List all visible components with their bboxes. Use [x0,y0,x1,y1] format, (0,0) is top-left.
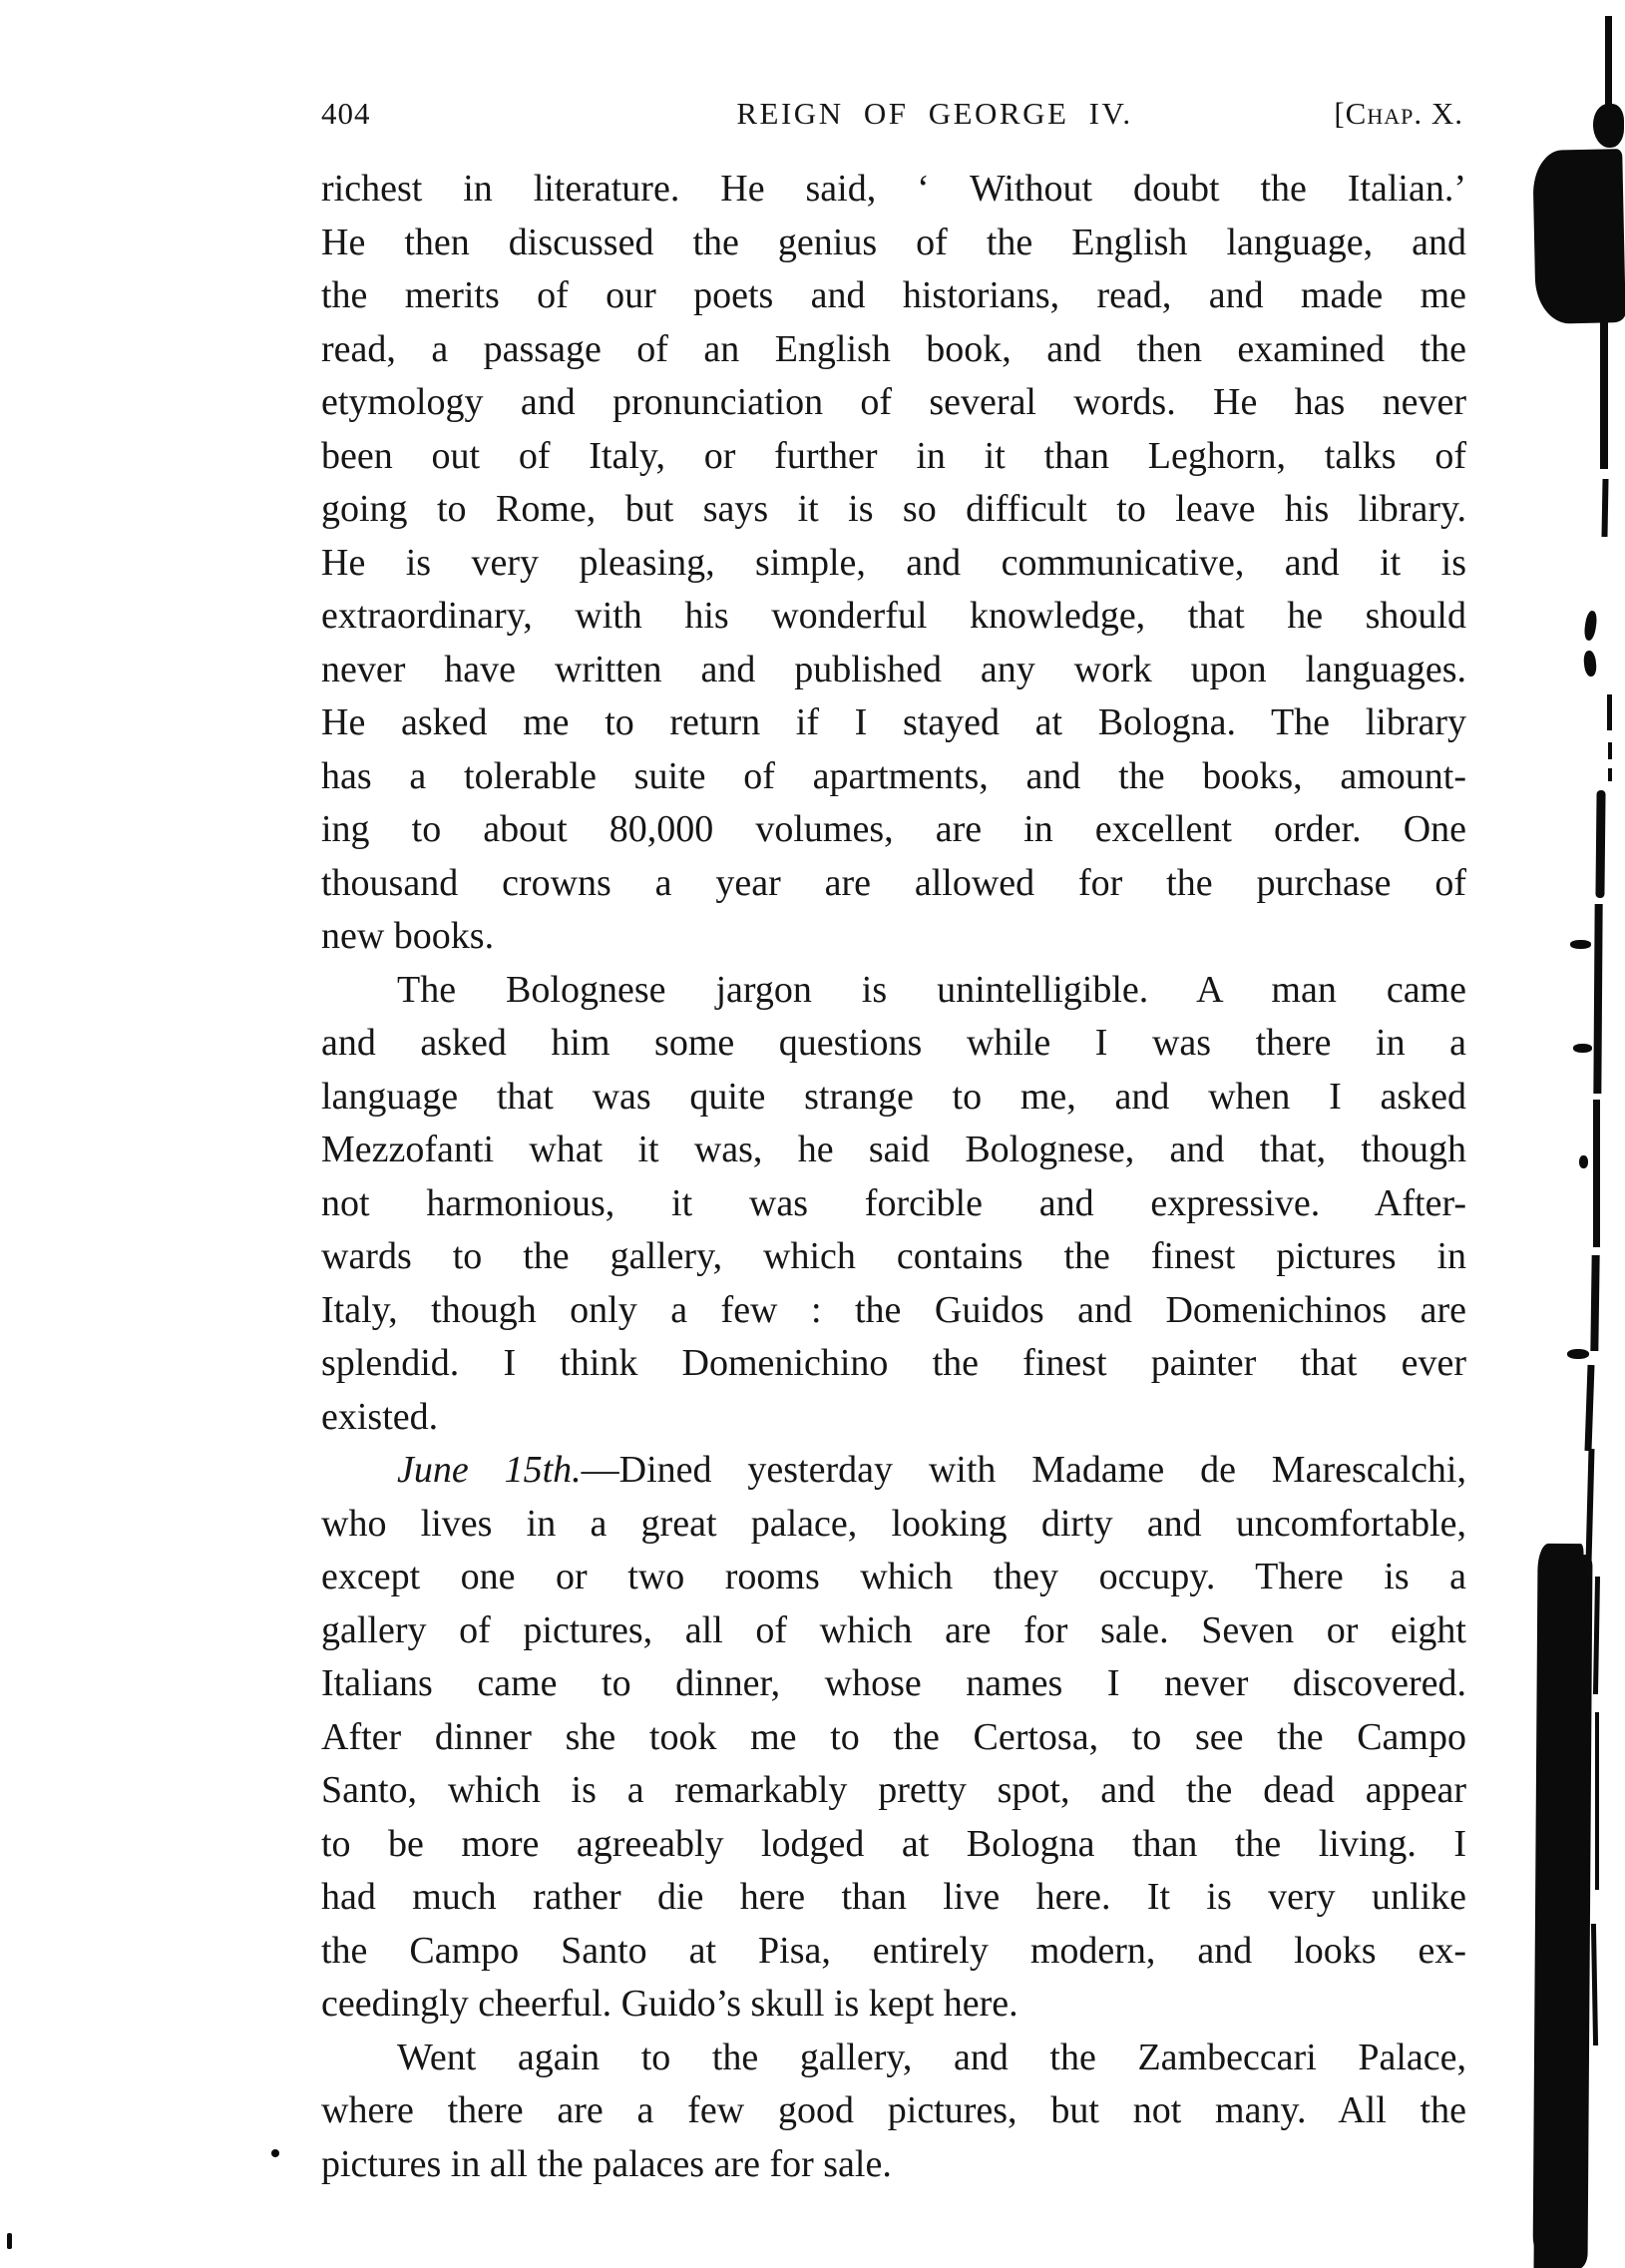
text-line: had much rather die here than live here. It is very unlike [321,1876,1466,1918]
ink-speck [7,2233,12,2249]
text-line: to be more agreeably lodged at Bologna than the living. I [321,1822,1466,1865]
text-line: Italians came to dinner, whose names I never discovered. [321,1662,1466,1704]
page-number: 404 [321,96,371,131]
text-line: Went again to the gallery, and the Zambeccari Palace, [397,2036,1466,2078]
text-line: wards to the gallery, which contains the finest pictures in [321,1235,1466,1277]
text-line: been out of Italy, or further in it than Leghorn, talks of [321,434,1466,477]
text-line: He is very pleasing, simple, and communicative, and it is [321,541,1466,584]
text-line: read, a passage of an English book, and then examined the [321,327,1466,370]
text-line: except one or two rooms which they occupy. There is a [321,1556,1466,1597]
text-line: extraordinary, with his wonderful knowledge, that he should [321,595,1466,637]
text-line: splendid. I think Domenichino the finest painter that ever [321,1342,1466,1384]
text-line: Mezzofanti what it was, he said Bolognese, and that, though [321,1129,1466,1170]
text-line: not harmonious, it was forcible and expressive. After- [321,1181,1466,1224]
text-line: ceedingly cheerful. Guido’s skull is kept here. [321,1983,1018,2025]
ink-line [1605,16,1612,112]
text-line: ing to about 80,000 volumes, are in excellent order. One [321,808,1466,850]
ink-squiggle [1583,610,1598,641]
ink-squiggle [1583,650,1598,677]
text-line: June 15th.—Dined yesterday with Madame de Marescalchi, [397,1449,1466,1491]
ink-line [1593,1577,1600,1694]
chapter-marker: [Chap. X. [1334,96,1463,131]
ink-dot [271,2149,279,2157]
text-line: where there are a few good pictures, but not many. All the [321,2089,1466,2131]
ink-line [1585,1365,1595,1451]
text-line: Italy, though only a few : the Guidos and Domenichinos are [321,1288,1466,1331]
text-line: has a tolerable suite of apartments, and the books, amount- [321,754,1466,797]
text-line: who lives in a great palace, looking dirty and uncomfortable, [321,1502,1466,1545]
ink-line [1600,317,1608,469]
text-line: and asked him some questions while I was there in a [321,1022,1466,1064]
ink-dash [1608,742,1612,759]
text-line: He then discussed the genius of the English language, and [321,221,1466,263]
text-line: Santo, which is a remarkably pretty spot, and the dead appear [321,1769,1466,1811]
ink-line [1593,904,1602,1094]
ink-blob [1532,149,1625,324]
text-line: the merits of our poets and historians, read, and made me [321,274,1466,316]
ink-line [1590,1255,1599,1351]
text-line: existed. [321,1395,439,1438]
ink-dash [1608,768,1612,781]
ink-line [1607,694,1612,730]
text-line: the Campo Santo at Pisa, entirely modern, and looks ex- [321,1929,1466,1972]
text-line: language that was quite strange to me, and when I asked [321,1075,1466,1118]
text-line: The Bolognese jargon is unintelligible. A man came [397,968,1466,1011]
text-line: richest in literature. He said, ‘ Without doubt the Italian.’ [321,168,1466,210]
ink-line [1591,1924,1598,2045]
ink-line [1595,790,1605,898]
text-line: thousand crowns a year are allowed for the purchase of [321,861,1466,904]
page-body [321,163,1466,2191]
ink-line [1601,479,1608,537]
ink-band [1536,1555,1593,2268]
text-line: pictures in all the palaces are for sale. [321,2142,892,2185]
ink-line [1593,1100,1600,1247]
ink-line [1595,1712,1599,1890]
ink-line [1586,1449,1595,1563]
ink-squiggle [1573,1044,1592,1053]
text-line: etymology and pronunciation of several words. He has never [321,381,1466,423]
text-line: After dinner she took me to the Certosa, to see the Campo [321,1715,1466,1758]
text-line: new books. [321,915,495,957]
text-line: going to Rome, but says it is so difficult to leave his library. [321,488,1466,530]
ink-squiggle [1570,940,1591,949]
running-head [0,96,1625,136]
text-line: never have written and published any work upon languages. [321,648,1466,690]
text-line: gallery of pictures, all of which are for sale. Seven or eight [321,1608,1466,1651]
running-title: REIGN OF GEORGE IV. [736,96,1133,131]
text-line: He asked me to return if I stayed at Bologna. The library [321,701,1466,743]
ink-squiggle [1579,1155,1588,1168]
ink-knob [1593,104,1624,148]
date-lead: June 15th. [397,1449,582,1491]
ink-squiggle [1567,1349,1589,1359]
